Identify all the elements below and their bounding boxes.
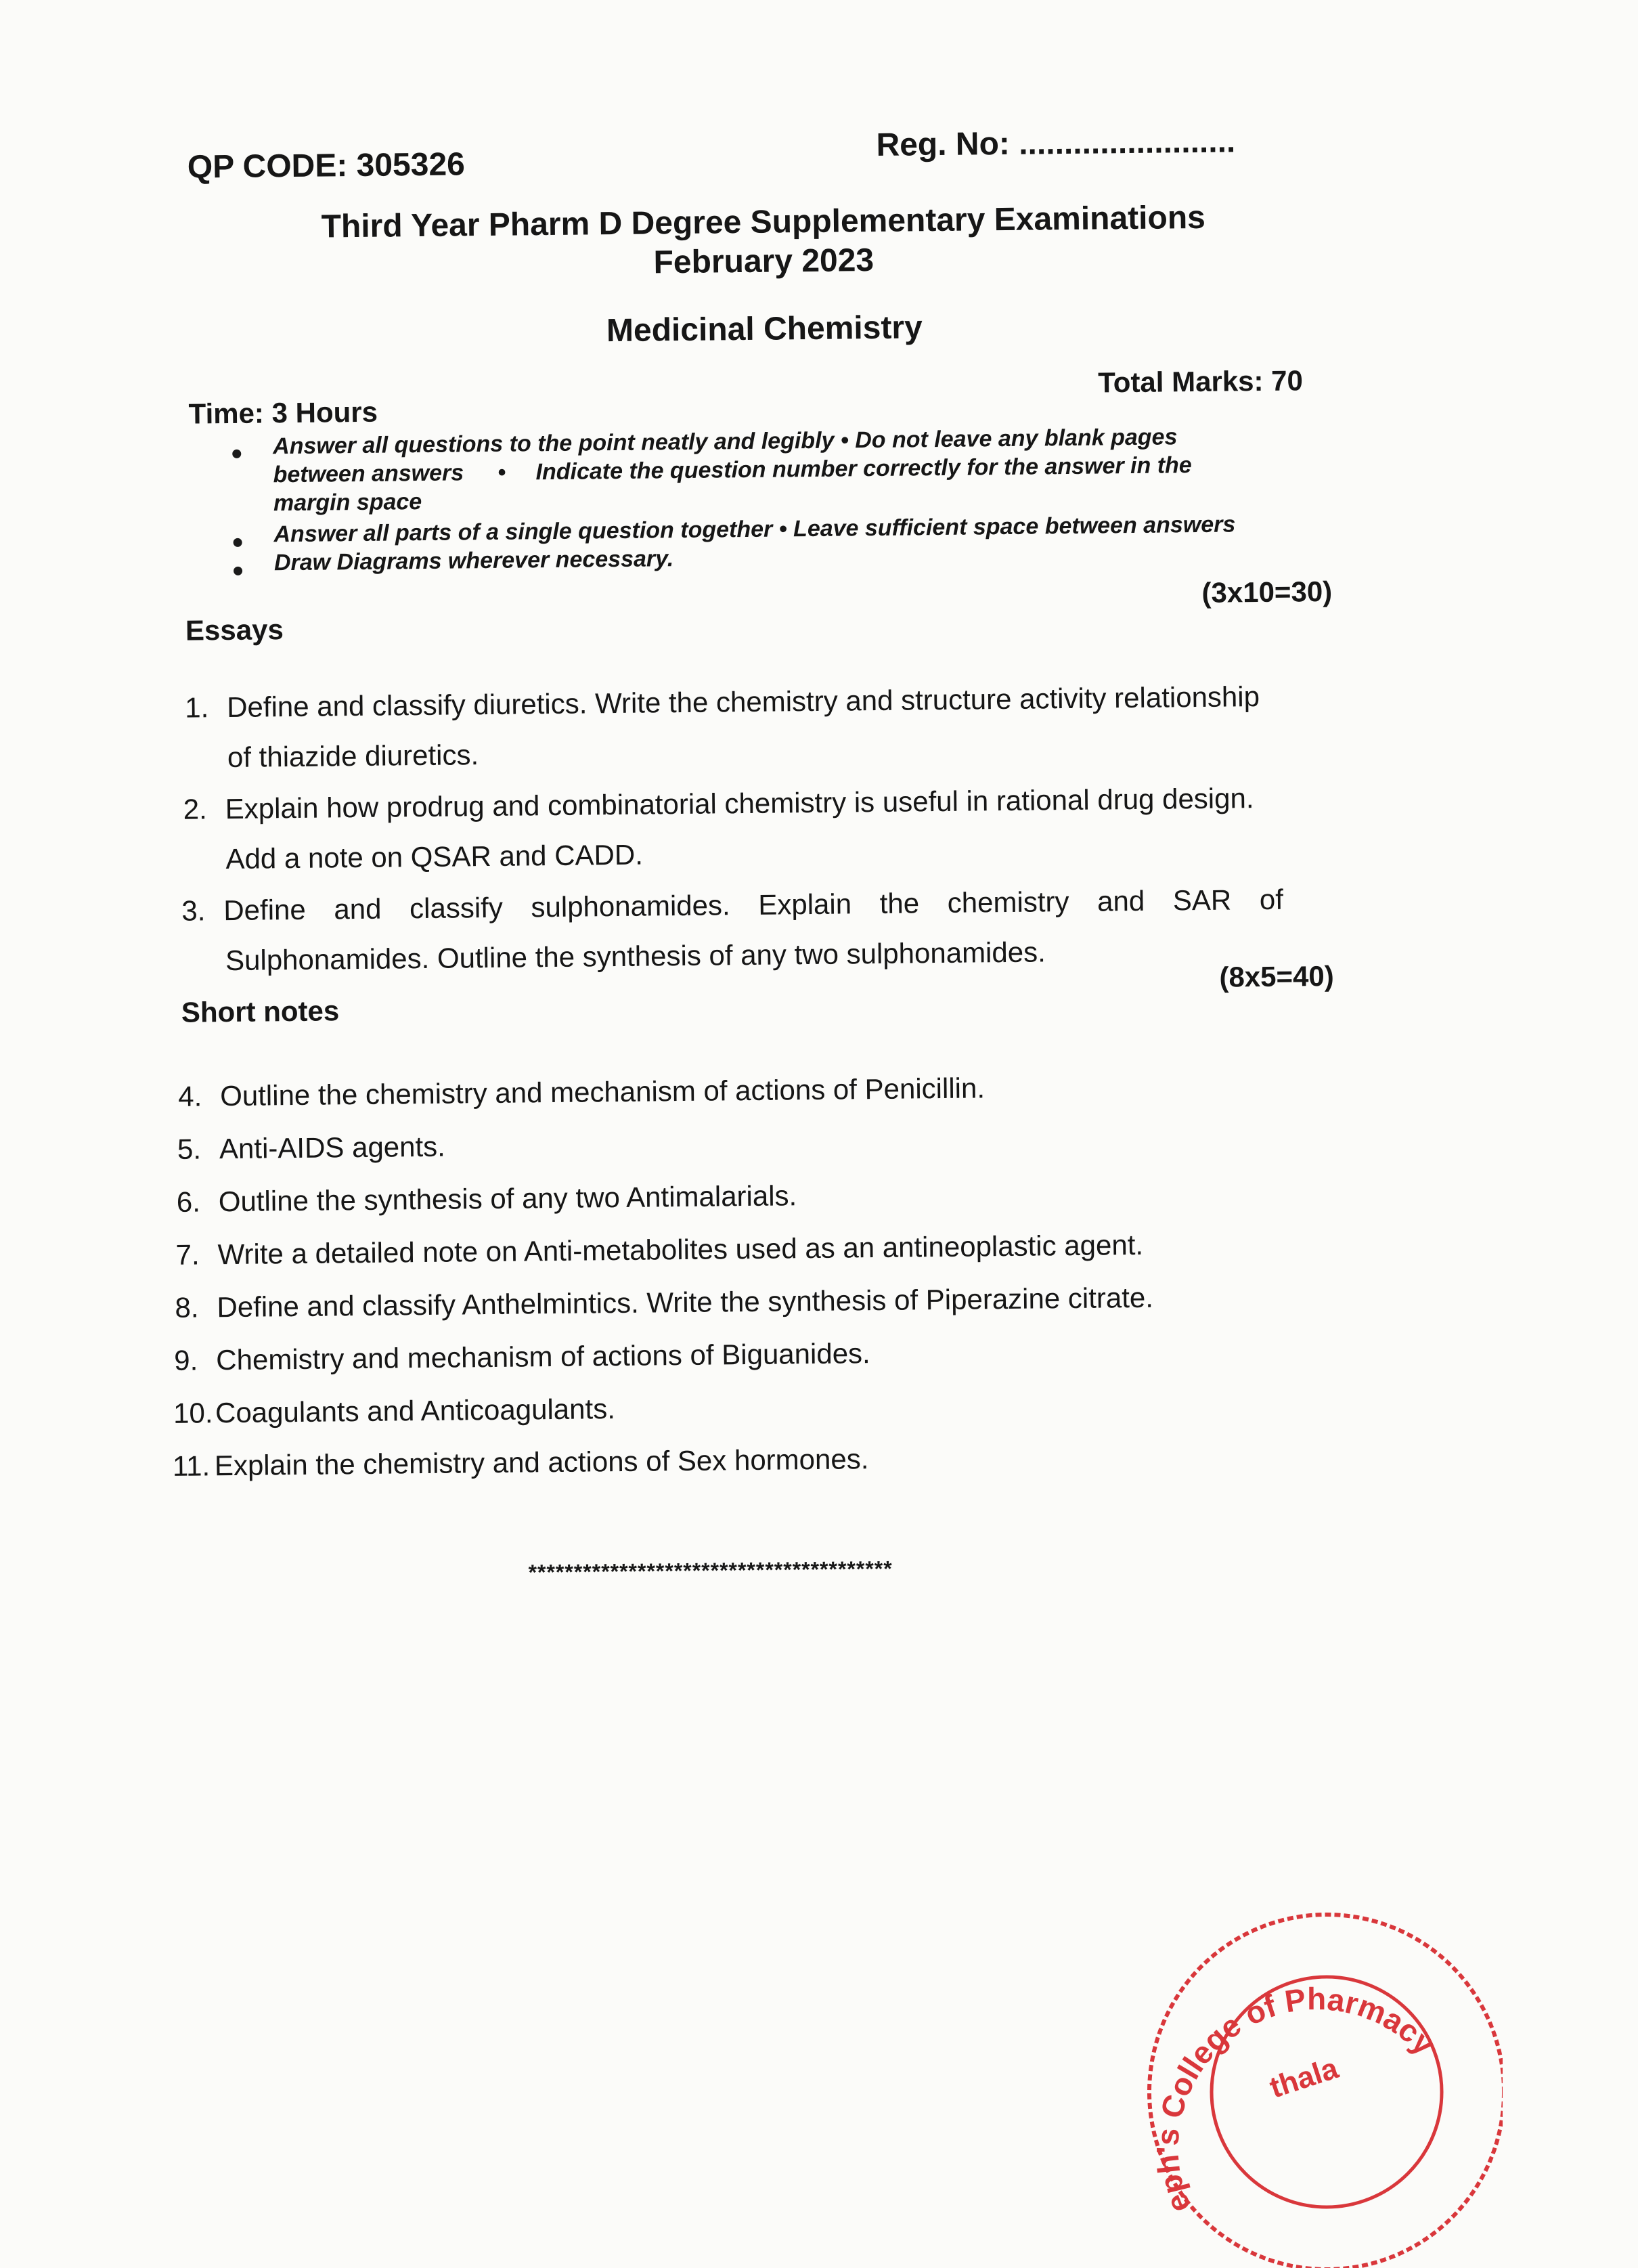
question-item: 6. Outline the synthesis of any two Antimalarials. xyxy=(176,1179,797,1218)
end-of-paper-stars: **************************************** xyxy=(528,1556,893,1585)
stamp-inner-text: thala xyxy=(1266,2051,1342,2105)
instruction-line: Indicate the question number correctly for the answer in the xyxy=(535,452,1192,485)
stamp-arc-text: eph's College of Pharmacy xyxy=(1149,1981,1442,2218)
short-notes-marks: (8x5=40) xyxy=(1219,959,1334,993)
question-item: 9. Chemistry and mechanism of actions of Biguanides. xyxy=(174,1337,870,1376)
bullet-icon xyxy=(232,450,241,458)
question-item: 2. Explain how prodrug and combinatorial chemistry is useful in rational drug design. xyxy=(183,782,1254,825)
question-item: 7. Write a detailed note on Anti-metabolites used as an antineoplastic agent. xyxy=(175,1228,1144,1271)
bullet-icon xyxy=(234,538,242,547)
question-item: 8. Define and classify Anthelmintics. Write the synthesis of Piperazine citrate. xyxy=(175,1281,1154,1324)
instruction-line: Answer all parts of a single question together • Leave sufficient space between answers xyxy=(273,511,1236,548)
question-continuation: Add a note on QSAR and CADD. xyxy=(225,838,644,875)
college-stamp xyxy=(1124,1889,1503,2268)
exam-title: Third Year Pharm D Degree Supplementary Examinations xyxy=(321,199,1206,245)
subject-title: Medicinal Chemistry xyxy=(606,309,923,349)
essays-heading: Essays xyxy=(185,613,284,647)
instruction-separator: • xyxy=(497,459,506,485)
instruction-line: margin space xyxy=(273,488,422,517)
essays-marks: (3x10=30) xyxy=(1201,575,1333,609)
question-item: 11. Explain the chemistry and actions of Sex hormones. xyxy=(172,1443,869,1482)
stamp-outer-ring xyxy=(1149,1915,1503,2268)
question-continuation: Sulphonamides. Outline the synthesis of any two sulphonamides. xyxy=(225,936,1046,977)
question-item: 3. Define and classify sulphonamides. Explain the chemistry and SAR of xyxy=(181,883,1284,927)
exam-date: February 2023 xyxy=(653,242,875,281)
instruction-line: between answers xyxy=(273,460,464,488)
instruction-line: Answer all questions to the point neatly and legibly • Do not leave any blank pages xyxy=(272,424,1178,460)
qp-code: QP CODE: 305326 xyxy=(187,146,466,186)
question-continuation: of thiazide diuretics. xyxy=(227,739,479,774)
short-notes-heading: Short notes xyxy=(181,995,340,1028)
time-label: Time: 3 Hours xyxy=(188,395,378,430)
question-item: 10.Coagulants and Anticoagulants. xyxy=(173,1393,616,1429)
total-marks: Total Marks: 70 xyxy=(1097,364,1304,399)
question-item: 5. Anti-AIDS agents. xyxy=(177,1130,446,1165)
question-item: 4. Outline the chemistry and mechanism of actions of Penicillin. xyxy=(177,1072,986,1112)
reg-no: Reg. No: ........................ xyxy=(876,123,1236,163)
bullet-icon xyxy=(234,567,242,575)
question-item: 1. Define and classify diuretics. Write the chemistry and structure activity relationship xyxy=(184,680,1260,724)
instruction-line: Draw Diagrams wherever necessary. xyxy=(273,546,674,576)
